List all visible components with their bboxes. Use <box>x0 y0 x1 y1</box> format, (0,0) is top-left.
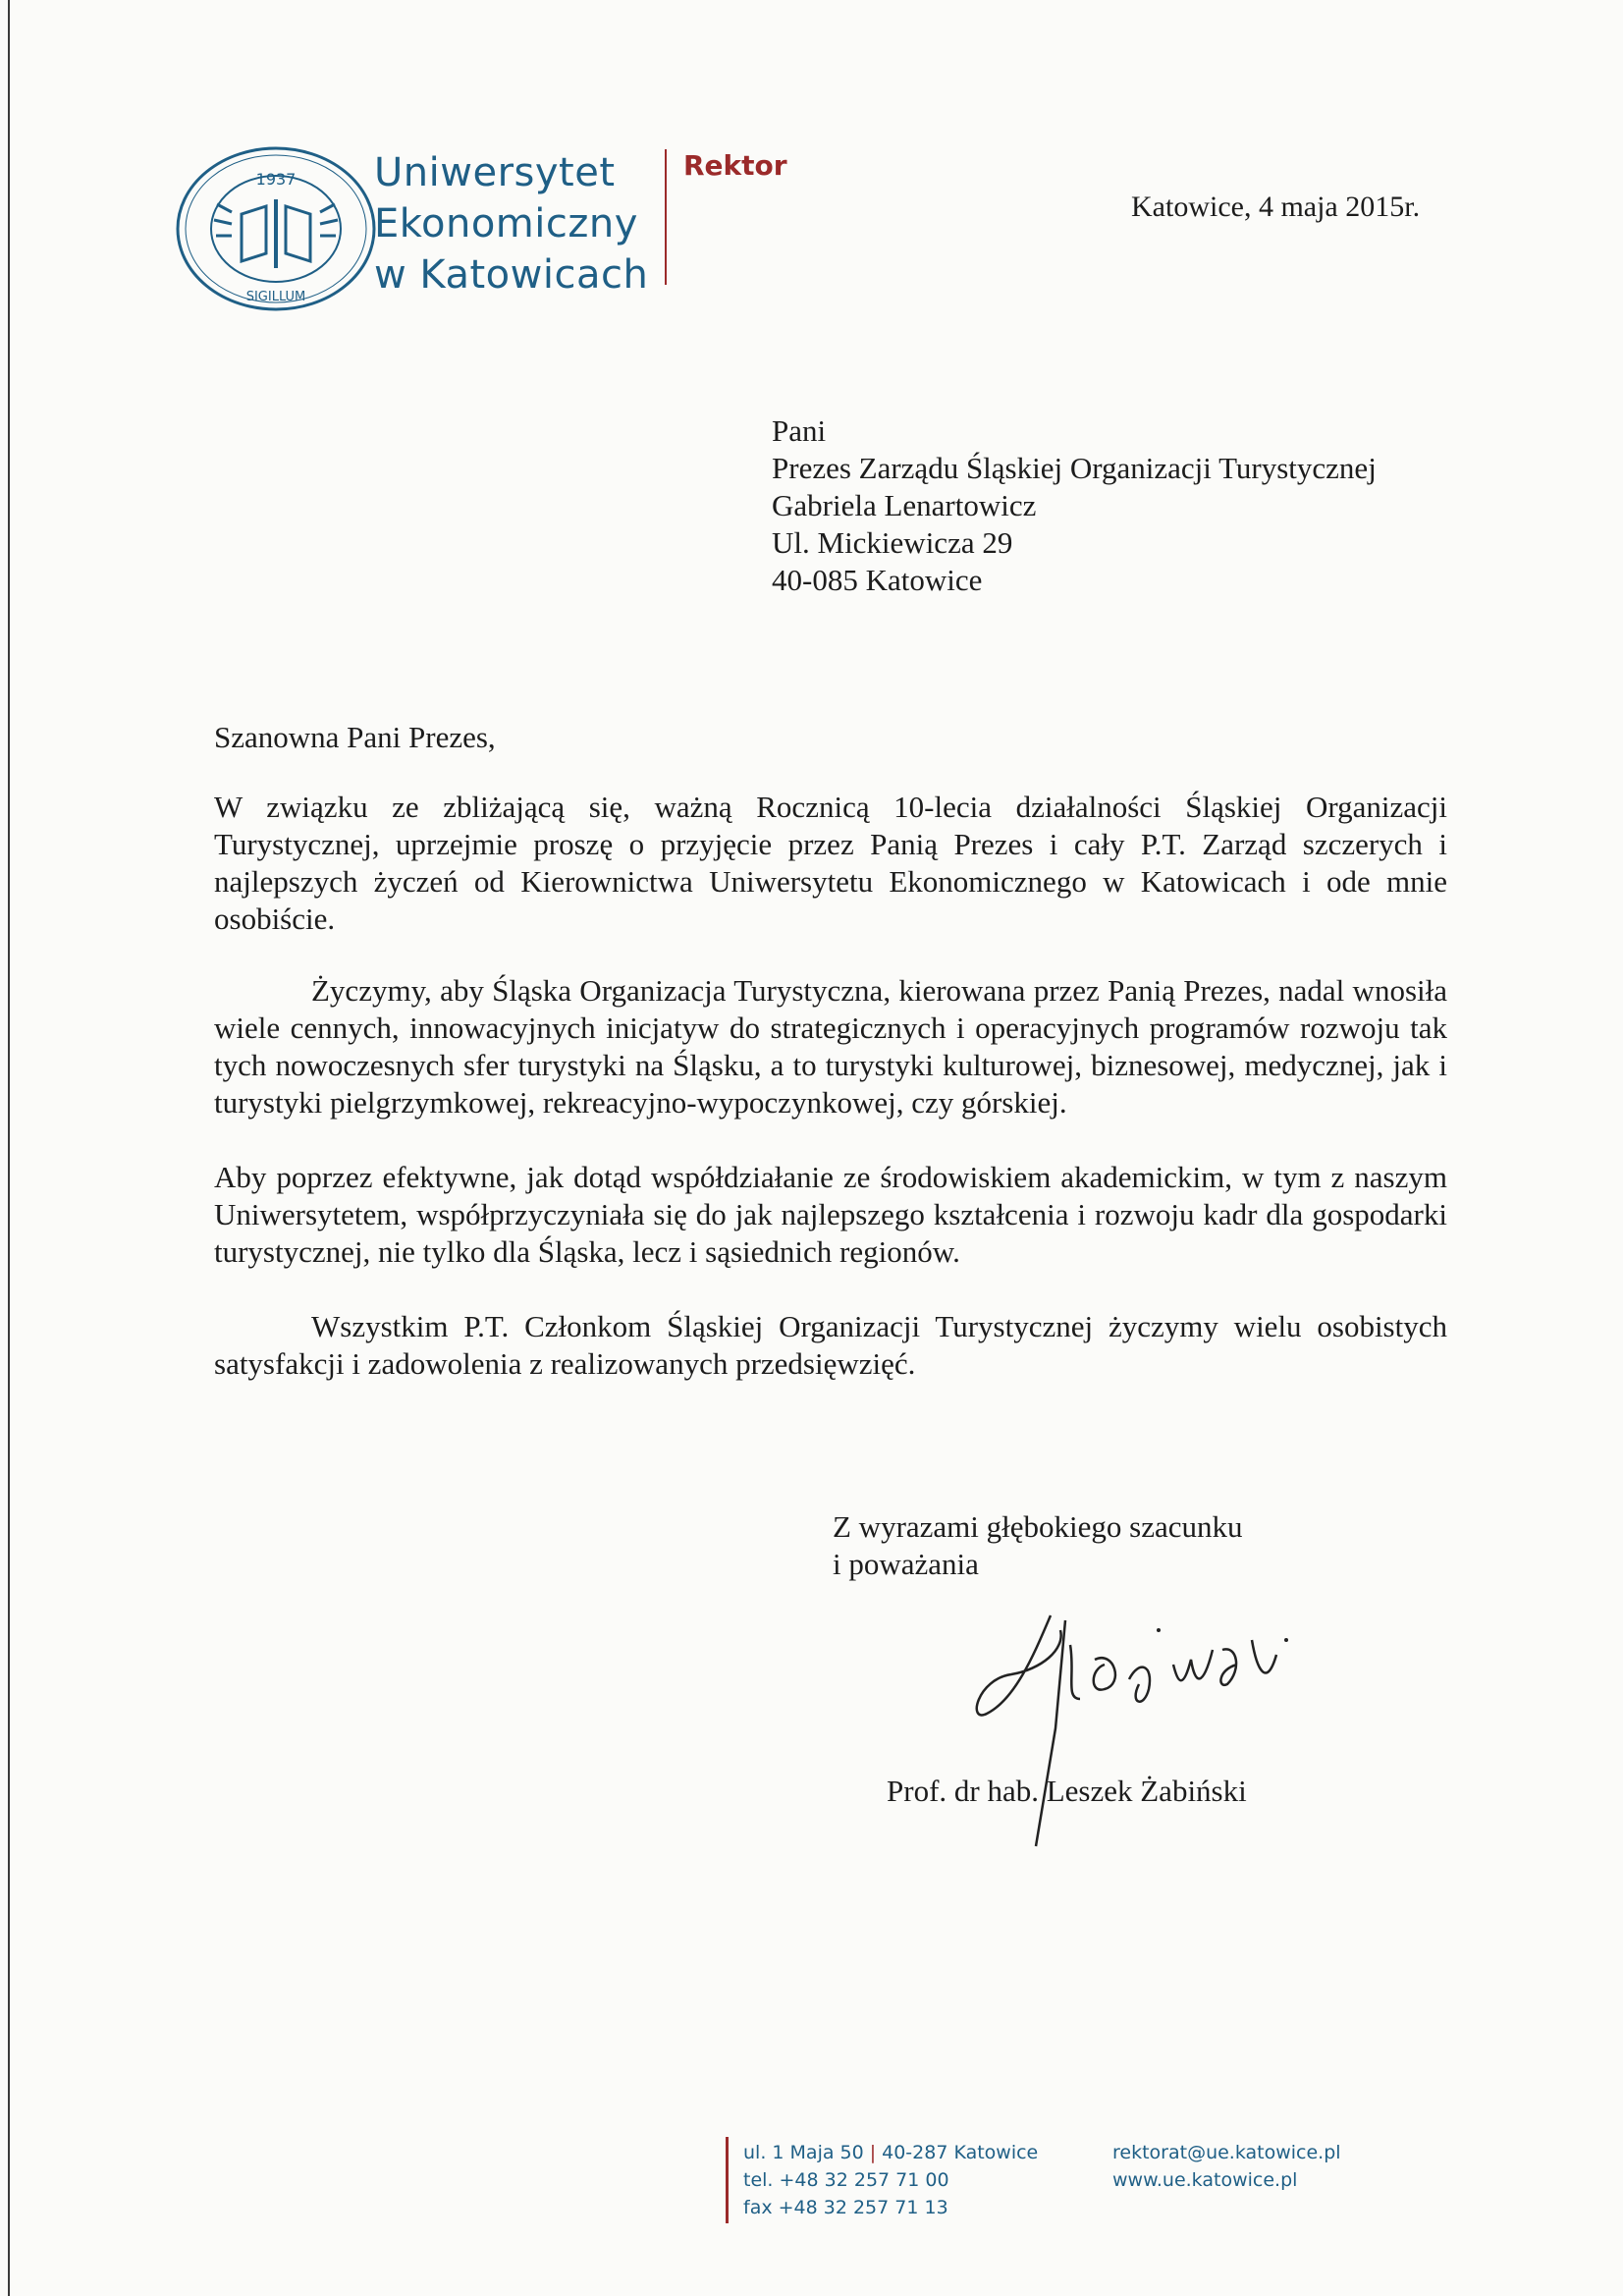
recipient-line: Ul. Mickiewicza 29 <box>772 525 1013 560</box>
footer-address: ul. 1 Maja 50 <box>743 2142 864 2163</box>
footer-online <box>1112 2139 1341 2194</box>
footer-postal: 40-287 Katowice <box>882 2142 1039 2163</box>
recipient-line: Pani <box>772 413 827 448</box>
university-name-line-3: w Katowicach <box>374 252 649 298</box>
header-divider <box>665 149 667 285</box>
svg-text:1937: 1937 <box>255 170 297 189</box>
university-name <box>374 147 648 301</box>
handwritten-signature <box>957 1591 1340 1876</box>
footer-email-link[interactable]: rektorat@ue.katowice.pl <box>1112 2142 1341 2163</box>
closing-formula <box>833 1508 1243 1583</box>
recipient-line: 40-085 Katowice <box>772 563 983 597</box>
footer-contact: ul. 1 Maja 50 | 40-287 Katowice tel. +48 32 257 71 00 fax +48 32 257 71 13 <box>743 2139 1038 2221</box>
salutation: Szanowna Pani Prezes, <box>214 720 496 754</box>
recipient-line: Prezes Zarządu Śląskiej Organizacji Turystycznej <box>772 451 1377 485</box>
body-paragraph-4: Wszystkim P.T. Członkom Śląskiej Organizacji Turystycznej życzymy wielu osobistych satysfakcji i zadowolenia z realizowanych przedsięwzięć. <box>214 1309 1447 1381</box>
body-paragraph-3: Aby poprzez efektywne, jak dotąd współdziałanie ze środowiskiem akademickim, w tym z naszym Uniwersytetem, współprzyczyniała się do jak najlepszego kształcenia i rozwoju kadr dla gospodarki turystycznej, nie tylko dla Śląska, lecz i sąsiednich regionów. <box>214 1160 1447 1269</box>
scan-edge-line <box>8 0 10 2296</box>
footer-divider <box>726 2137 729 2223</box>
university-seal-logo <box>173 145 379 312</box>
body-paragraph-2: Życzymy, aby Śląska Organizacja Turystyczna, kierowana przez Panią Prezes, nadal wnosiła wiele cennych, innowacyjnych inicjatyw do strategicznych i operacyjnych programów rozwoju tak tych nowoczesnych sfer turystyki na Śląsku, a to turystyki kulturowej, biznesowej, medycznej, jak i turystyki pielgrzymkowej, rekreacyjno-wypoczynkowej, czy górskiej. <box>214 973 1447 1120</box>
footer-phone: tel. +48 32 257 71 00 <box>743 2169 949 2191</box>
recipient-line: Gabriela Lenartowicz <box>772 488 1037 522</box>
recipient-address <box>772 412 1377 599</box>
body-paragraph-1: W związku ze zbliżającą się, ważną Rocznicą 10-lecia działalności Śląskiej Organizacji Turystycznej, uprzejmie proszę o przyjęcie przez Panią Prezes i cały P.T. Zarząd szczerych i najlepszych życzeń od Kierownictwa Uniwersytetu Ekonomicznego w Katowicach i ode mnie osobiście. <box>214 790 1447 936</box>
footer-web-link[interactable]: www.ue.katowice.pl <box>1112 2169 1298 2191</box>
closing-line: i poważania <box>833 1547 979 1581</box>
footer-fax: fax +48 32 257 71 13 <box>743 2197 948 2218</box>
university-name-line-1: Uniwersytet <box>374 150 616 195</box>
office-title: Rektor <box>683 149 787 182</box>
signer-name: Prof. dr hab. Leszek Żabiński <box>887 1774 1247 1808</box>
svg-text:SIGILLUM: SIGILLUM <box>245 290 306 304</box>
university-name-line-2: Ekonomiczny <box>374 201 638 246</box>
closing-line: Z wyrazami głębokiego szacunku <box>833 1509 1243 1544</box>
letter-date: Katowice, 4 maja 2015r. <box>1131 191 1421 223</box>
